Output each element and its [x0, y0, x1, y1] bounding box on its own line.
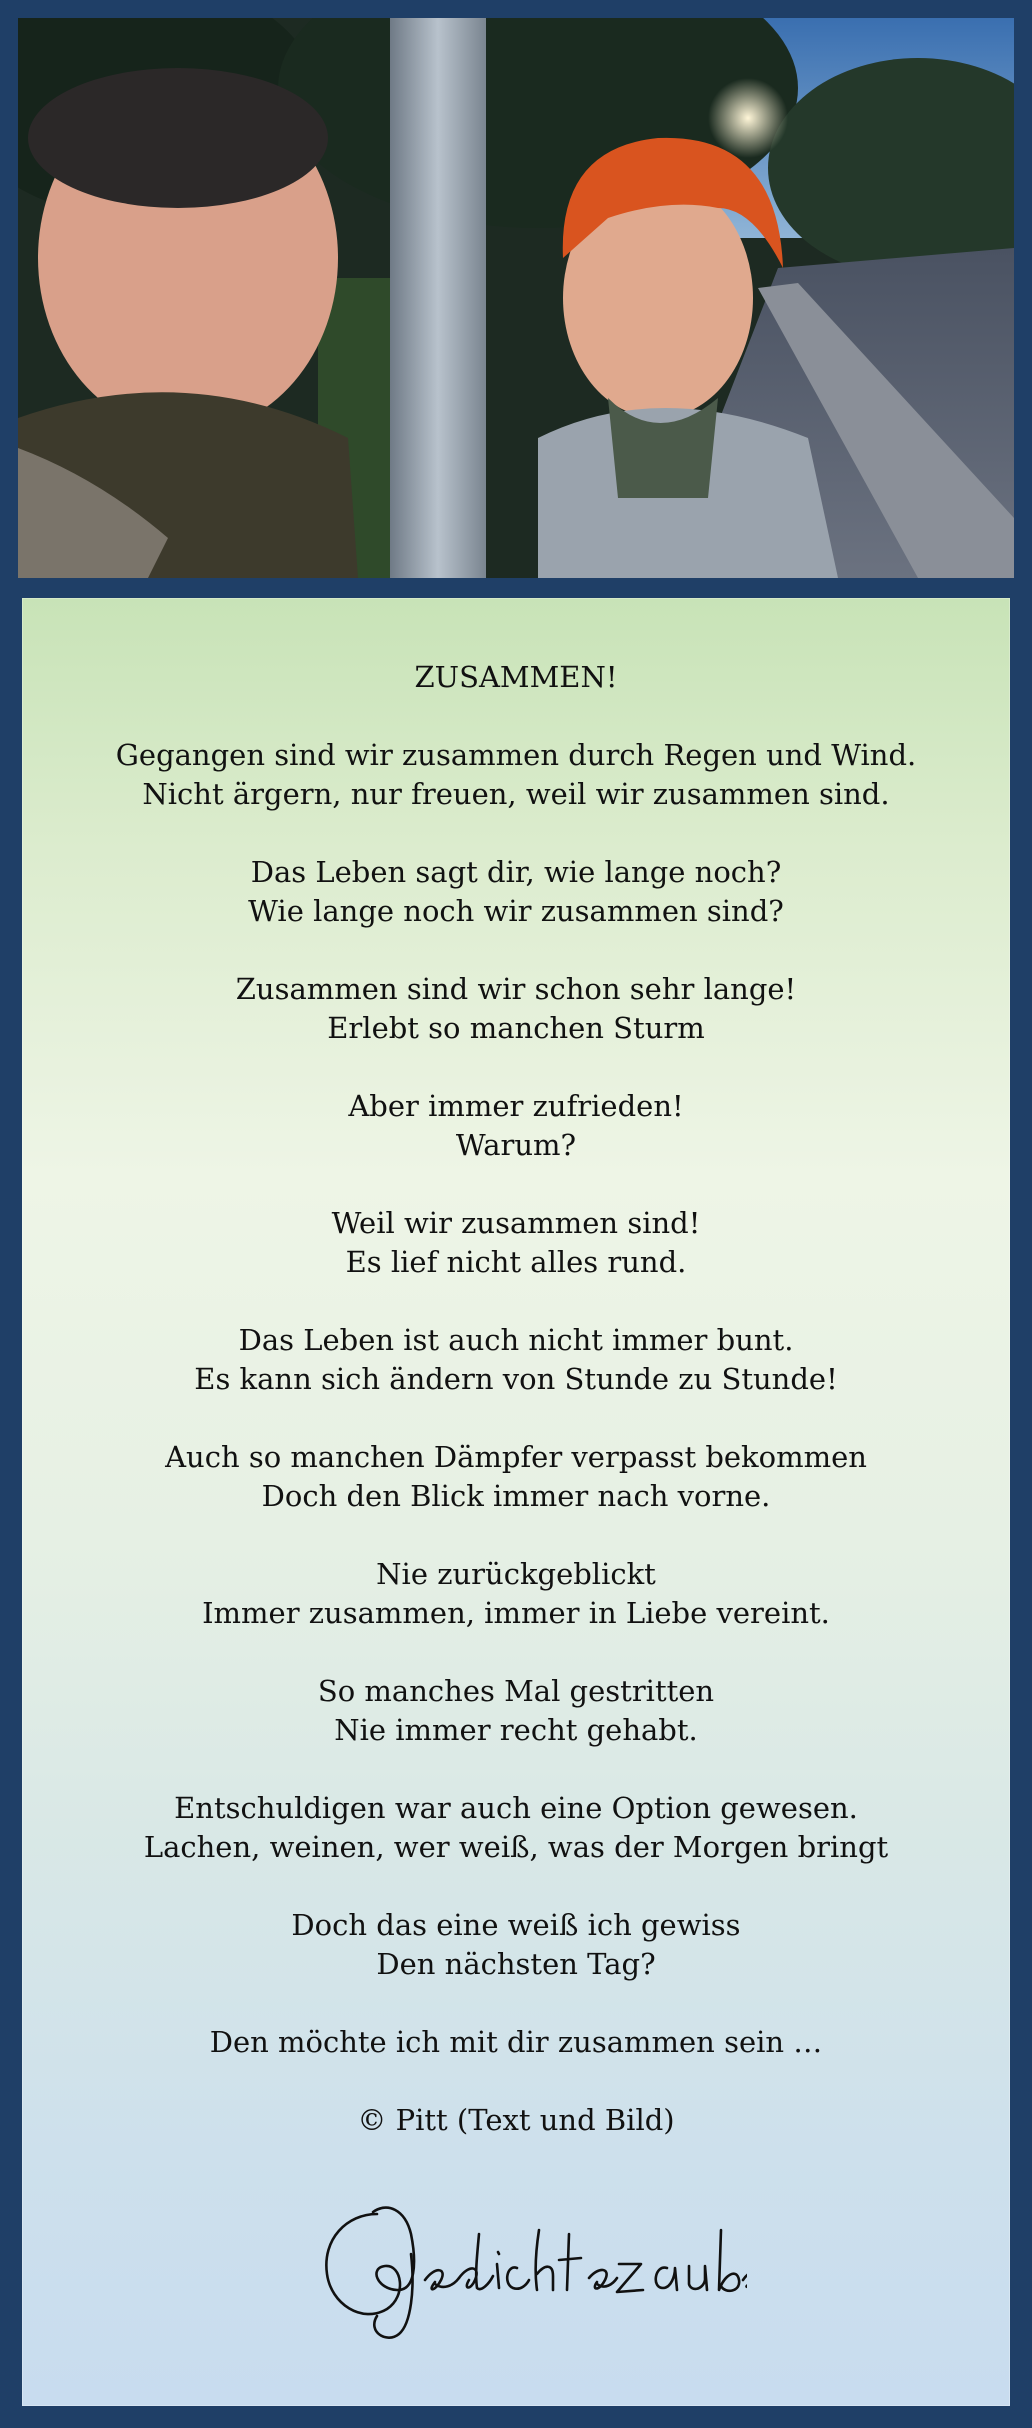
poem-line: Entschuldigen war auch eine Option gewesen.: [174, 1791, 858, 1825]
poem-line: Nie zurückgeblickt: [376, 1557, 656, 1591]
poem-stanza: [22, 1438, 1010, 1516]
poem-line: Nicht ärgern, nur freuen, weil wir zusammen sind.: [142, 777, 890, 811]
couple-photo: [18, 18, 1014, 578]
poem-line: Den nächsten Tag?: [376, 1947, 656, 1981]
poem-line: Immer zusammen, immer in Liebe vereint.: [202, 1596, 830, 1630]
poem-stanza: [22, 1204, 1010, 1282]
poem-line: Auch so manchen Dämpfer verpasst bekommen: [165, 1440, 867, 1474]
poem-stanza: [22, 1906, 1010, 1984]
poem-stanza: [22, 1789, 1010, 1867]
poem-line: Nie immer recht gehabt.: [334, 1713, 698, 1747]
poem-panel: [22, 598, 1010, 2406]
poem-line: Den möchte ich mit dir zusammen sein …: [209, 2025, 823, 2059]
poem-line: Erlebt so manchen Sturm: [327, 1011, 705, 1045]
poem-line: Aber immer zufrieden!: [348, 1089, 684, 1123]
poem-stanza: [22, 1321, 1010, 1399]
poem-stanza: [22, 1087, 1010, 1165]
poem-line: Es lief nicht alles rund.: [345, 1245, 687, 1279]
poem-stanza: [22, 736, 1010, 814]
poem-line: Es kann sich ändern von Stunde zu Stunde!: [194, 1362, 838, 1396]
poem-stanza: [22, 1672, 1010, 1750]
poem-title: ZUSAMMEN!: [414, 660, 618, 694]
poem-line: Wie lange noch wir zusammen sind?: [248, 894, 784, 928]
poem: [22, 658, 1010, 2140]
poem-line: Doch den Blick immer nach vorne.: [261, 1479, 771, 1513]
poem-line: Lachen, weinen, wer weiß, was der Morgen bringt: [143, 1830, 889, 1864]
poem-line: Gegangen sind wir zusammen durch Regen und Wind.: [115, 738, 917, 772]
poem-stanza: [22, 1555, 1010, 1633]
poem-line: So manches Mal gestritten: [317, 1674, 715, 1708]
copyright-line: © Pitt (Text und Bild): [357, 2103, 675, 2137]
poem-line: Warum?: [455, 1128, 577, 1162]
poem-stanzas: [22, 736, 1010, 2062]
poem-line: Das Leben ist auch nicht immer bunt.: [238, 1323, 794, 1357]
poem-line: Weil wir zusammen sind!: [331, 1206, 701, 1240]
poem-line: Doch das eine weiß ich gewiss: [291, 1908, 741, 1942]
poem-line: Das Leben sagt dir, wie lange noch?: [250, 855, 782, 889]
poem-stanza: [22, 2023, 1010, 2062]
poem-line: Zusammen sind wir schon sehr lange!: [235, 972, 797, 1006]
poem-stanza: [22, 853, 1010, 931]
signature-logo: [307, 2194, 747, 2344]
poem-stanza: [22, 970, 1010, 1048]
